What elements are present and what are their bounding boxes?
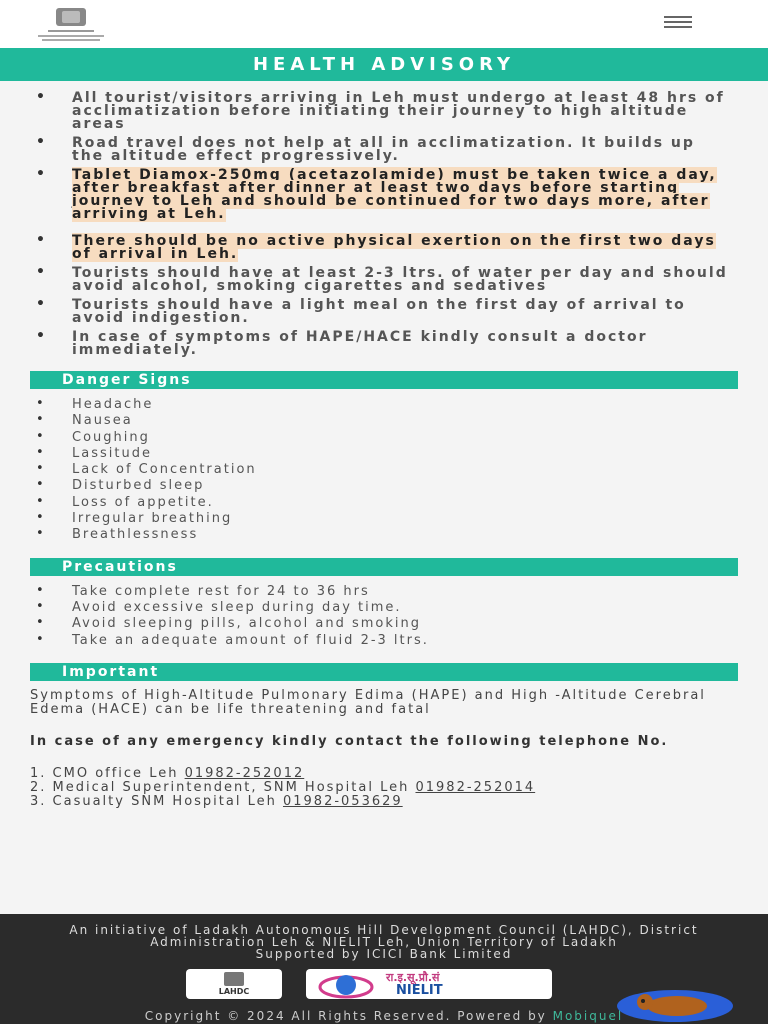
globe-icon xyxy=(316,969,376,999)
list-item: • In case of symptoms of HAPE/HACE kindly consult a doctor immediately. xyxy=(0,331,768,357)
list-item: • Take an adequate amount of fluid 2-3 ltrs. xyxy=(0,633,768,649)
footer-supported: Supported by ICICI Bank Limited xyxy=(255,947,513,961)
precautions-list xyxy=(0,584,768,649)
phone-link[interactable]: 01982-252012 xyxy=(184,765,305,781)
list-item: • All tourist/visitors arriving in Leh must undergo at least 48 hrs of acclimatization before initiating their journey to high altitude areas xyxy=(0,92,768,131)
danger-signs-heading: Danger Signs xyxy=(30,371,738,389)
contact-item: 1. CMO office Leh 01982-252012 xyxy=(30,765,305,781)
advisory-list xyxy=(0,92,768,357)
copyright: Copyright © 2024 All Rights Reserved. Powered by Mobiquel xyxy=(144,1009,624,1023)
list-item: • Tourists should have a light meal on the first day of arrival to avoid indigestion. xyxy=(0,299,768,325)
hamburger-menu-icon[interactable] xyxy=(664,16,692,30)
top-bar xyxy=(0,0,768,48)
list-item: • Lassitude xyxy=(0,446,768,462)
important-heading: Important xyxy=(30,663,738,681)
contact-list xyxy=(30,767,738,809)
emergency-note: In case of any emergency kindly contact the following telephone No. xyxy=(30,733,669,749)
contact-item: 3. Casualty SNM Hospital Leh 01982-053629 xyxy=(30,793,403,809)
list-item: • Loss of appetite. xyxy=(0,495,768,511)
list-item: • Take complete rest for 24 to 36 hrs xyxy=(0,584,768,600)
precautions-heading: Precautions xyxy=(30,558,738,576)
lahdc-logo[interactable]: LAHDC xyxy=(186,969,282,999)
powered-by-link[interactable]: Mobiquel xyxy=(552,1009,624,1023)
footer xyxy=(0,914,768,1024)
important-text: Symptoms of High-Altitude Pulmonary Edima (HAPE) and High -Altitude Cerebral Edema (HACE) can be life threatening and fatal xyxy=(30,687,706,717)
nielit-logo[interactable]: रा.इ.सू.प्रौ.सं NIELIT xyxy=(306,969,552,999)
ladakh-emblem-logo[interactable] xyxy=(28,6,114,42)
phone-link[interactable]: 01982-252014 xyxy=(415,779,536,795)
list-item: • There should be no active physical exertion on the first two days of arrival in Leh. xyxy=(0,235,768,261)
list-item: • Headache xyxy=(0,397,768,413)
phone-link[interactable]: 01982-053629 xyxy=(282,793,403,809)
contact-item: 2. Medical Superintendent, SNM Hospital Leh 01982-252014 xyxy=(30,779,536,795)
list-item: • Avoid excessive sleep during day time. xyxy=(0,600,768,616)
list-item: • Nausea xyxy=(0,413,768,429)
danger-signs-list xyxy=(0,397,768,544)
page-title: HEALTH ADVISORY xyxy=(0,48,768,81)
list-item: • Coughing xyxy=(0,430,768,446)
list-item: • Avoid sleeping pills, alcohol and smoking xyxy=(0,616,768,632)
main-content xyxy=(0,92,768,809)
list-item: • Tablet Diamox-250mg (acetazolamide) must be taken twice a day, after breakfast after dinner at least two days before starting journey to Leh and should be continued for two days more, after arriving at Leh. xyxy=(0,169,768,221)
footer-initiative: An initiative of Ladakh Autonomous Hill Development Council (LAHDC), District Administration Leh & NIELIT Leh, Union Territory of Ladakh xyxy=(69,923,699,949)
list-item: • Road travel does not help at all in acclimatization. It builds up the altitude effect progressively. xyxy=(0,137,768,163)
list-item: • Lack of Concentration xyxy=(0,462,768,478)
list-item: • Breathlessness xyxy=(0,527,768,543)
list-item: • Irregular breathing xyxy=(0,511,768,527)
list-item: • Tourists should have at least 2-3 ltrs. of water per day and should avoid alcohol, smoking cigarettes and sedatives xyxy=(0,267,768,293)
list-item: • Disturbed sleep xyxy=(0,478,768,494)
